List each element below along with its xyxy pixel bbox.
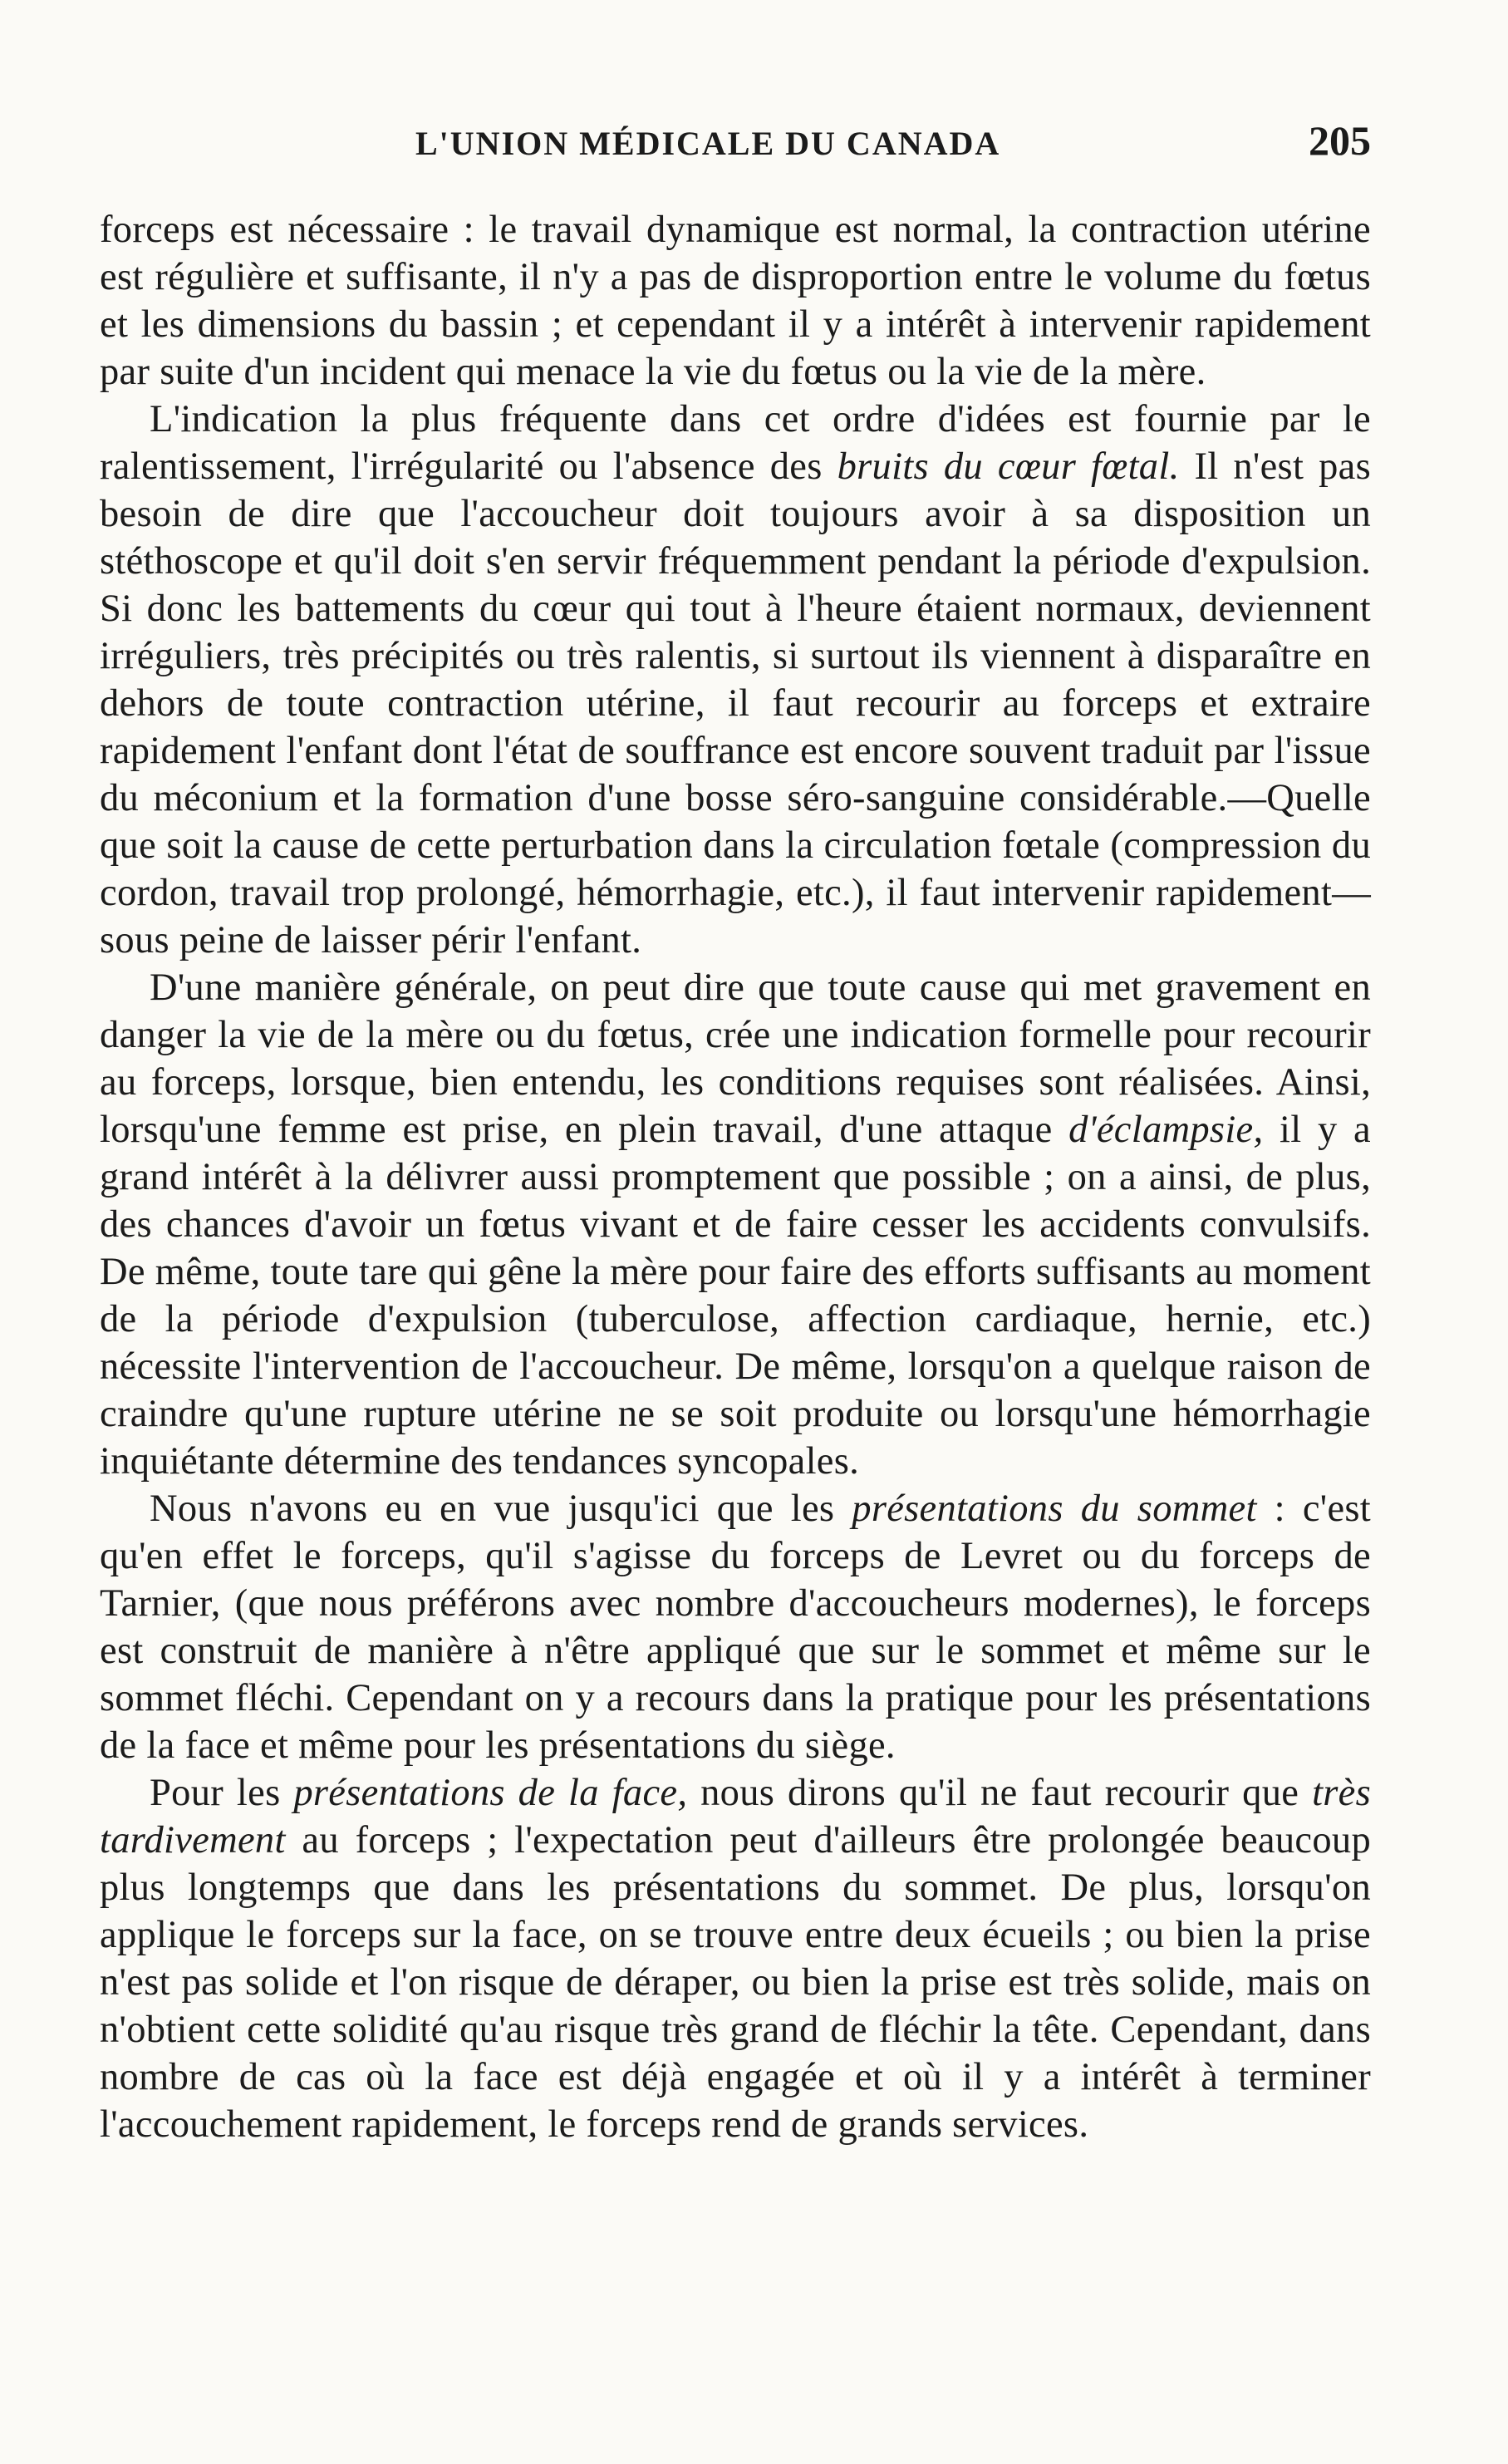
text-run: : c'est qu'en effet le forceps, qu'il s'agisse du forceps de Levret ou du forceps de Tarnier, (que nous préférons avec nombre d'accoucheurs modernes), le forceps est construit de manière à n'être appliqué que sur le sommet et même sur le sommet fléchi. Cependant on y a recours dans la pratique pour les présentations de la face et même pour les présentations du siège. xyxy=(100,1488,1372,1767)
italic-run: présentations du sommet xyxy=(852,1488,1257,1530)
paragraph xyxy=(100,1485,1371,1769)
page-header xyxy=(100,116,1371,165)
text-run: Nous n'avons eu en vue jusqu'ici que les xyxy=(150,1488,852,1530)
text-run: forceps est nécessaire : le travail dynamique est normal, la contraction utérine est régulière et suffisante, il n'y a pas de disproportion entre le volume du fœtus et les dimensions du bassin ; et cependant il y a intérêt à intervenir rapidement par suite d'un incident qui menace la vie du fœtus ou la vie de la mère. xyxy=(100,209,1371,393)
paragraph xyxy=(100,964,1371,1485)
text-run: nous dirons qu'il ne faut recourir que xyxy=(687,1772,1313,1814)
text-run: L'indication la plus fréquente dans cet ordre d'idées est fournie par le ralentissement, l'irrégularité ou l'absence des xyxy=(100,398,1371,488)
paragraph xyxy=(100,206,1371,396)
italic-run: bruits du cœur fœtal. xyxy=(837,445,1180,488)
text-run: au forceps ; l'expectation peut d'ailleurs être prolongée beaucoup plus longtemps que dans les présentations du sommet. De plus, lorsqu'on applique le forceps sur la face, on se trouve entre deux écueils ; ou bien la prise n'est pas solide et l'on risque de déraper, ou bien la prise est très solide, mais on n'obtient cette solidité qu'au risque très grand de fléchir la tête. Cependant, dans nombre de cas où la face est déjà engagée et où il y a intérêt à terminer l'accouchement rapidement, le forceps rend de grands services. xyxy=(100,1819,1371,2146)
body-text xyxy=(100,206,1371,2148)
italic-run: très tardivement xyxy=(100,1772,1372,1862)
running-head: L'UNION MÉDICALE DU CANADA xyxy=(415,125,1001,162)
page-number: 205 xyxy=(1309,117,1371,164)
italic-run: d'éclampsie, xyxy=(1068,1109,1264,1151)
text-run: D'une manière générale, on peut dire que toute cause qui met gravement en danger la vie de la mère ou du fœtus, crée une indication formelle pour recourir au forceps, lorsque, bien entendu, les conditions requises sont réalisées. Ainsi, lorsqu'une femme est prise, en plein travail, d'une attaque xyxy=(100,966,1371,1151)
paragraph xyxy=(100,1769,1371,2148)
text-run: Il n'est pas besoin de dire que l'accoucheur doit toujours avoir à sa disposition un stéthoscope et qu'il doit s'en servir fréquemment pendant la période d'expulsion. Si donc les battements du cœur qui tout à l'heure étaient normaux, deviennent irréguliers, très précipités ou très ralentis, si surtout ils viennent à disparaître en dehors de toute contraction utérine, il faut recourir au forceps et extraire rapidement l'enfant dont l'état de souffrance est encore souvent traduit par l'issue du méconium et la formation d'une bosse séro-sanguine considérable.—Quelle que soit la cause de cette perturbation dans la circulation fœtale (compression du cordon, travail trop prolongé, hémorrhagie, etc.), il faut intervenir rapidement—sous peine de laisser périr l'enfant. xyxy=(100,445,1371,962)
text-run: Pour les xyxy=(150,1772,294,1814)
italic-run: présentations de la face, xyxy=(293,1772,688,1814)
text-run: il y a grand intérêt à la délivrer aussi promptement que possible ; on a ainsi, de plus, des chances d'avoir un fœtus vivant et de faire cesser les accidents convulsifs. De même, toute tare qui gêne la mère pour faire des efforts suffisants au moment de la période d'expulsion (tuberculose, affection cardiaque, hernie, etc.) nécessite l'intervention de l'accoucheur. De même, lorsqu'on a quelque raison de craindre qu'une rupture utérine ne se soit produite ou lorsqu'une hémorrhagie inquiétante détermine des tendances syncopales. xyxy=(100,1109,1371,1483)
paragraph xyxy=(100,396,1371,964)
